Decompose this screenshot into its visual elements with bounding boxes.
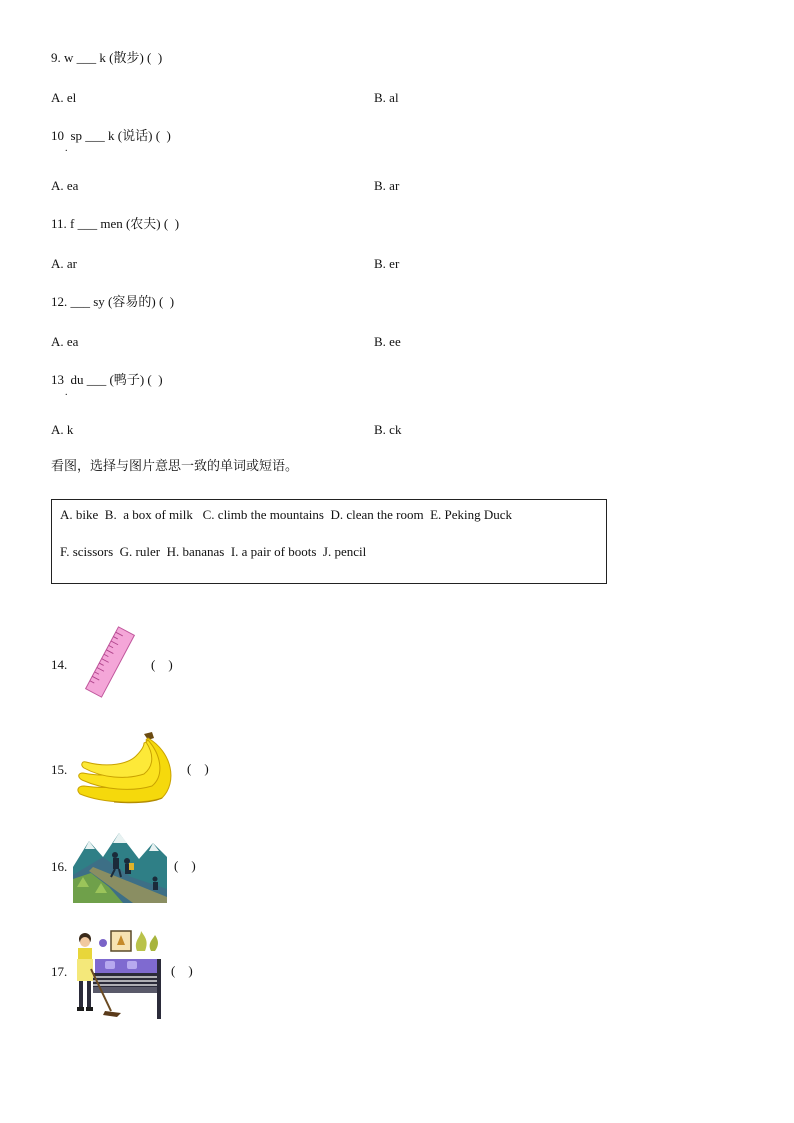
question-13-dot: . [65, 387, 68, 398]
question-10-option-b[interactable]: B. ar [374, 178, 400, 193]
word-bank-row-2: F. scissors G. ruler H. bananas I. a pair of boots J. pencil [60, 544, 367, 559]
question-13-prompt: 13 du ___ (鸭子) ( ) [51, 372, 163, 387]
question-15-number: 15. [51, 762, 68, 777]
question-9-prompt: 9. w ___ k (散步) ( ) [51, 50, 163, 65]
word-bank-box [51, 499, 607, 584]
question-10-option-a[interactable]: A. ea [51, 178, 79, 193]
question-13-option-a[interactable]: A. k [51, 422, 74, 437]
question-17-answer-blank[interactable]: ( ) [171, 963, 193, 978]
question-10-prompt: 10 sp ___ k (说话) ( ) [51, 128, 171, 143]
question-16-number: 16. [51, 859, 68, 874]
question-11-prompt: 11. f ___ men (农夫) ( ) [51, 216, 180, 231]
question-14-number: 14. [51, 657, 68, 672]
question-9-option-a[interactable]: A. el [51, 90, 77, 105]
cleaning-room-image [75, 929, 163, 1021]
question-12-option-b[interactable]: B. ee [374, 334, 401, 349]
ruler-image [80, 625, 140, 700]
question-12-prompt: 12. ___ sy (容易的) ( ) [51, 294, 175, 309]
question-12-option-a[interactable]: A. ea [51, 334, 79, 349]
question-16-answer-blank[interactable]: ( ) [174, 858, 196, 873]
question-17-number: 17. [51, 964, 68, 979]
question-13-option-b[interactable]: B. ck [374, 422, 402, 437]
question-14-answer-blank[interactable]: ( ) [151, 657, 173, 672]
question-10-dot: . [65, 143, 68, 154]
question-11-option-b[interactable]: B. er [374, 256, 400, 271]
question-9-option-b[interactable]: B. al [374, 90, 399, 105]
word-bank-row-1: A. bike B. a box of milk C. climb the mountains D. clean the room E. Peking Duck [60, 507, 513, 522]
bananas-image [74, 728, 178, 806]
question-11-option-a[interactable]: A. ar [51, 256, 77, 271]
question-15-answer-blank[interactable]: ( ) [187, 761, 209, 776]
section-instruction: 看图，选择与图片意思一致的单词或短语。 [51, 459, 299, 474]
mountain-climbing-image [73, 827, 167, 903]
